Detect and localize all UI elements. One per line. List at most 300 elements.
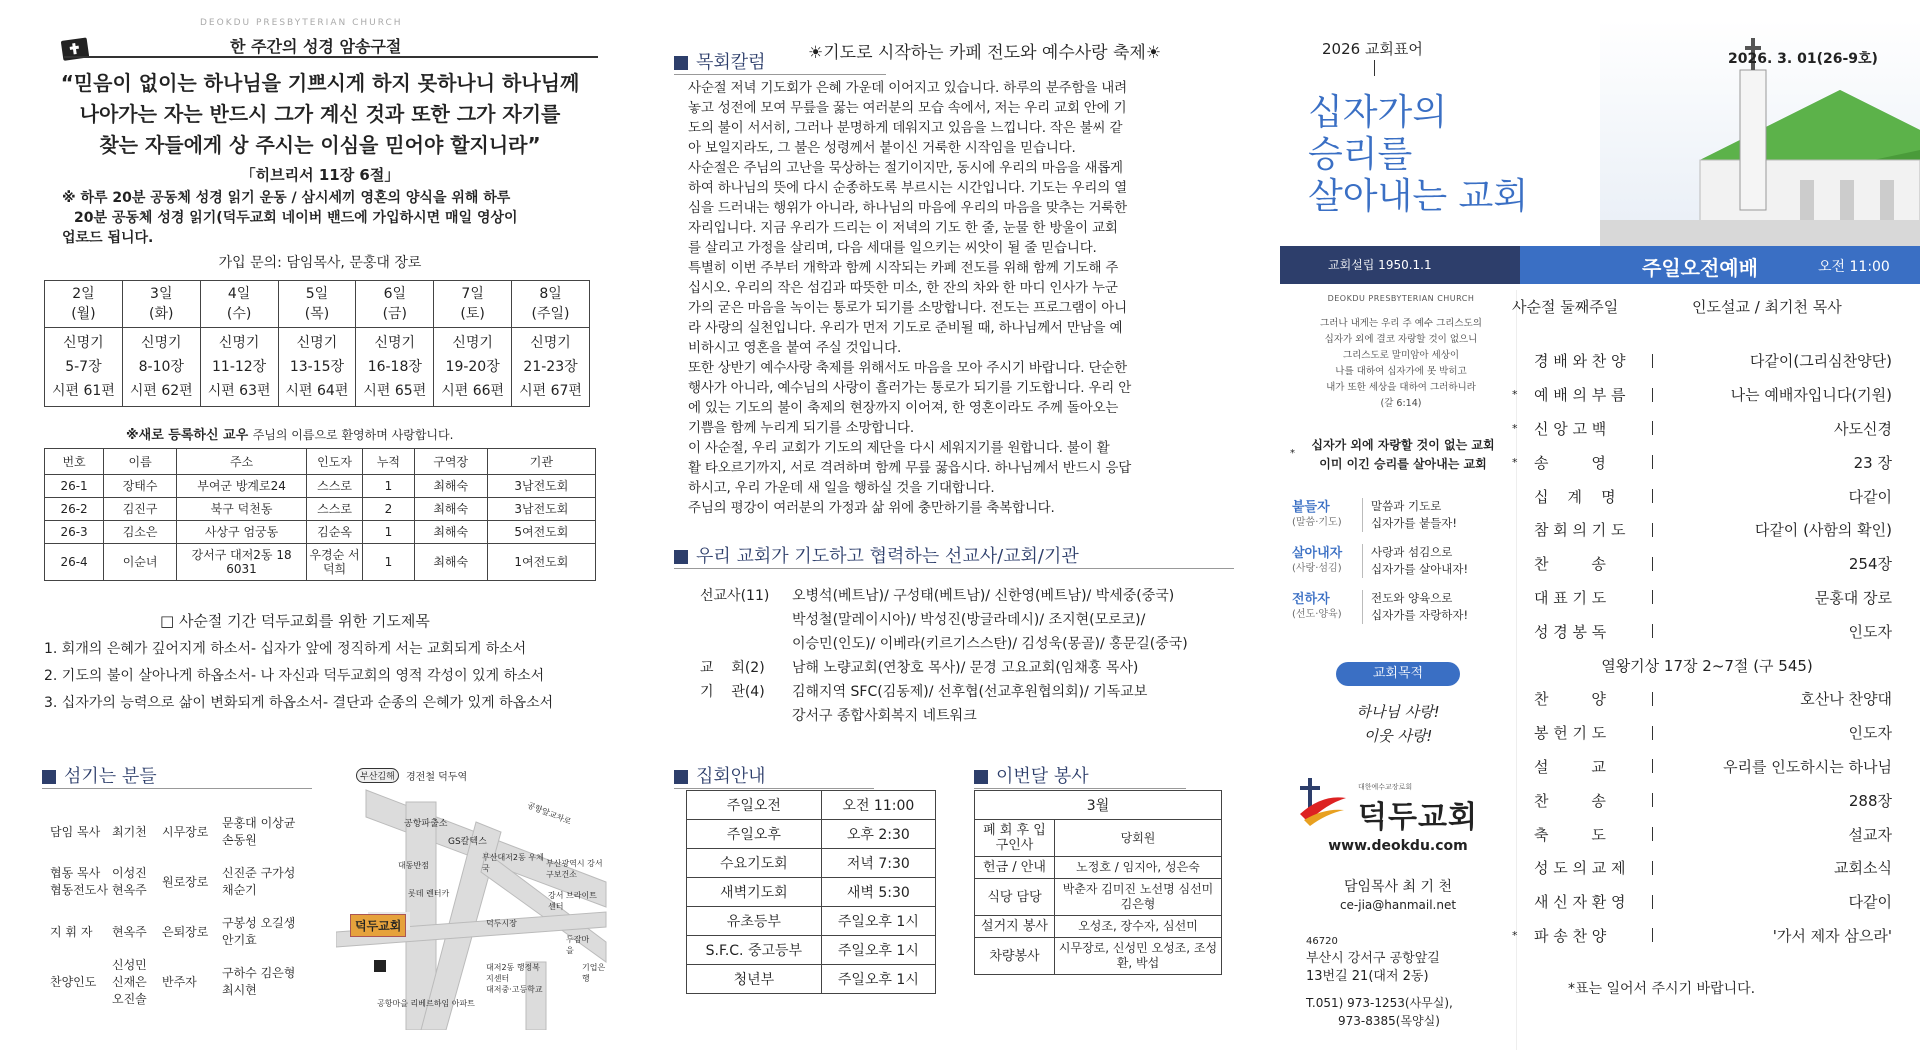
vision-key-sub: (선도·양육) <box>1292 609 1342 620</box>
column-line: 사순절 저녁 기도회가 은혜 가운데 이어지고 있습니다. 하루의 분주함을 내려 <box>688 80 1127 96</box>
mission-label: 선교사(11) <box>700 588 770 604</box>
order-sep <box>1652 895 1662 909</box>
plan-psalm: 시편 67편 <box>519 383 582 399</box>
column-line: 특별히 이번 주부터 개학과 함께 시작되는 카페 전도를 위해 함께 기도해 주 <box>688 260 1119 276</box>
section-marker <box>974 770 988 784</box>
column-line: 십시오. 우리의 작은 섬김과 따뜻한 미소, 한 잔의 차와 한 마디 인사가 누군 <box>688 280 1118 296</box>
divider <box>64 56 598 58</box>
reading-plan <box>512 328 590 407</box>
order-value: 288장 <box>1848 791 1892 810</box>
verse-heading: 한 주간의 성경 암송구절 <box>230 37 402 56</box>
map-label: 대저중·고등학교 <box>486 985 543 994</box>
reading-days-row <box>45 281 590 328</box>
table-row <box>687 878 936 907</box>
prayer-title: □ 사순절 기간 덕두교회를 위한 기도제목 <box>160 612 430 630</box>
order-item <box>1512 479 1902 513</box>
bullet-mark: * <box>1290 448 1295 459</box>
map-label: 부산광역시 강서구보건소 <box>546 859 603 879</box>
verse-line: “믿음이 없이는 하나님을 기쁘시게 하지 못하나니 하나님께 <box>60 71 580 95</box>
order-value: 설교자 <box>1848 825 1892 844</box>
mission-row <box>700 584 1280 608</box>
order-value: 254장 <box>1848 555 1892 574</box>
vision-keyword <box>1292 546 1362 576</box>
table-cell: 노정호 / 임지아, 성은숙 <box>1055 857 1222 879</box>
column-line: 하여 하나님의 뜻에 다시 순종하도록 부르시는 시간입니다. 기도는 우리의 열 <box>688 180 1127 196</box>
column-line: 를 살리고 가정을 살리며, 다음 세대를 일으키는 씨앗이 될 줄 믿습니다. <box>688 240 1097 256</box>
scripture-line: 나를 대하여 십자가에 못 박히고 <box>1335 366 1467 377</box>
order-item <box>1512 817 1902 851</box>
mission-label: 교 회(2) <box>700 660 765 676</box>
table-cell: 북구 덕천동 <box>177 498 307 521</box>
pastor-name: 담임목사 최 기 천 <box>1343 879 1453 895</box>
church-marker: 덕두교회 <box>350 914 406 937</box>
order-sep <box>1652 827 1662 841</box>
plan-book: 신명기 <box>374 335 416 351</box>
table-row <box>687 820 936 849</box>
plan-book: 신명기 <box>63 335 104 351</box>
phone-line: 973-8385(목양실) <box>1338 1014 1440 1028</box>
reading-plan <box>356 328 434 407</box>
column-line: 라 사랑의 실천입니다. 우리가 먼저 기도로 준비될 때, 하나님께서 만남을 예 <box>688 320 1123 336</box>
motto-line: 승리를 <box>1308 134 1413 175</box>
order-sep <box>1652 590 1662 604</box>
standing-mark: * <box>1512 388 1518 402</box>
newcomer-header-row <box>45 449 596 475</box>
reading-plan <box>122 328 200 407</box>
order-item <box>1512 716 1902 750</box>
volunteer-month: 3월 <box>975 791 1222 820</box>
map-label: 두잠마을 <box>566 935 590 955</box>
order-item <box>1512 547 1902 581</box>
order-item <box>1512 648 1902 682</box>
phone <box>1306 994 1453 1030</box>
order-label: 참 회 의 기 도 <box>1534 521 1626 540</box>
plan-book: 신명기 <box>452 335 493 351</box>
standing-note: *표는 일어서 주시기 바랍니다. <box>1568 981 1756 997</box>
church-en-watermark: DEOKDU PRESBYTERIAN CHURCH <box>200 18 403 28</box>
table-cell: 1 <box>363 544 415 581</box>
table-cell: 장태수 <box>104 475 177 498</box>
section-marker <box>42 770 56 784</box>
logo-denomination: 대한예수교장로회 <box>1358 783 1413 791</box>
plan-psalm: 시편 63편 <box>207 383 271 399</box>
service-name: 주일오전예배 <box>1642 256 1758 280</box>
column-header: 누적 <box>363 449 415 475</box>
column-header: 인도자 <box>307 449 363 475</box>
order-value: 23 장 <box>1853 453 1892 472</box>
day-date: 7일 <box>461 286 484 302</box>
order-value: 열왕기상 17장 2~7절 (구 545) <box>1601 656 1813 675</box>
order-sep <box>1652 928 1662 942</box>
plan-book: 신명기 <box>218 335 260 351</box>
order-label: 대 표 기 도 <box>1534 588 1607 607</box>
order-value: 호산나 찬양대 <box>1800 690 1892 709</box>
section-marker <box>674 56 688 70</box>
vision-keyword <box>1292 592 1362 622</box>
plan-chapters: 13-15장 <box>289 359 345 375</box>
reading-table <box>44 280 590 407</box>
notice-line: 업로드 됩니다. <box>62 230 154 246</box>
vision-key: 살아내자 <box>1292 546 1343 561</box>
table-cell: 최해숙 <box>414 544 487 581</box>
church-map <box>336 762 612 1030</box>
order-label: 십 계 명 <box>1534 487 1616 506</box>
table-cell: 주일오후 1시 <box>821 936 935 965</box>
mission-label <box>700 704 792 728</box>
notice-line: ※ 하루 20분 공동체 성경 읽기 운동 / 삼시세끼 영혼의 양식을 위해 하루 <box>62 190 511 206</box>
order-item <box>1512 851 1902 885</box>
map-label: 대저2동 행정복지센터 <box>486 963 541 983</box>
order-item <box>1512 750 1902 784</box>
order-label: 신 앙 고 백 <box>1534 419 1607 438</box>
vision-desc-line: 말씀과 기도로 <box>1371 499 1442 513</box>
map-label: 강서 브라이트센터 <box>548 891 597 911</box>
map-label: 공항앞교차로 <box>526 800 573 827</box>
order-label: 파 송 찬 양 <box>1534 926 1607 945</box>
table-row <box>45 498 596 521</box>
table-cell: 설거지 봉사 <box>975 916 1055 938</box>
table-cell: 1 <box>363 521 415 544</box>
panel-left <box>0 0 640 1053</box>
worship-order <box>1512 344 1902 952</box>
prayer-item: 1. 회개의 은혜가 깊어지게 하소서- 십자가 앞에 정직하게 서는 교회되게 하소서 <box>44 641 527 657</box>
table-cell: 최해숙 <box>414 521 487 544</box>
established: 교회설립 1950.1.1 <box>1328 258 1432 272</box>
day-date: 3일 <box>150 286 173 302</box>
day-date: 2일 <box>72 286 95 302</box>
column-header: 번호 <box>45 449 104 475</box>
prayer-item: 3. 십자가의 능력으로 삶이 변화되게 하옵소서- 결단과 순종의 은혜가 있게 하옵소서 <box>44 695 554 711</box>
table-cell: 26-2 <box>45 498 104 521</box>
column-line: 자리입니다. 지금 우리가 드리는 이 저녁의 기도 한 줄, 눈물 한 방울이 교회 <box>688 220 1118 236</box>
table-row <box>45 521 596 544</box>
vision-desc <box>1362 544 1468 578</box>
table-cell: 26-1 <box>45 475 104 498</box>
vision-list <box>1292 492 1512 630</box>
server-name: 이성진 현옥주 <box>112 866 147 897</box>
order-label: 새 신 자 환 영 <box>1534 893 1626 912</box>
order-label: 찬 양 <box>1534 690 1606 709</box>
mission-list <box>700 584 1280 728</box>
email-link[interactable]: ce-jia@hanmail.net <box>1339 898 1457 912</box>
order-value: 다같이 <box>1848 487 1892 506</box>
column-line: 에 있는 기도의 불이 축제의 현장까지 이어져, 한 영혼이라도 주께 돌아오는 <box>688 400 1119 416</box>
table-cell: 저녁 7:30 <box>821 849 935 878</box>
order-item <box>1512 513 1902 547</box>
column-line: 사순절은 주님의 고난을 묵상하는 절기이지만, 동시에 우리의 마음을 새롭게 <box>688 160 1123 176</box>
mission-row <box>700 680 1280 704</box>
church-en: DEOKDU PRESBYTERIAN CHURCH <box>1327 294 1475 303</box>
standing-mark: * <box>1512 928 1518 942</box>
table-cell: 2 <box>363 498 415 521</box>
church-logo <box>1296 774 1348 830</box>
standing-mark: * <box>1512 455 1518 469</box>
server-name: 문홍대 이상균 손동원 <box>222 816 296 847</box>
motto-line: 살아내는 교회 <box>1308 176 1529 217</box>
volunteer-title: 이번달 봉사 <box>996 766 1089 787</box>
table-cell: 차량봉사 <box>975 938 1055 975</box>
table-cell: 김진구 <box>104 498 177 521</box>
scripture-line: 그리스도로 말미암아 세상이 <box>1342 350 1460 361</box>
reading-plan <box>200 328 278 407</box>
day-weekday: (목) <box>304 306 330 322</box>
order-value: 교회소식 <box>1834 859 1892 878</box>
map-label: GS칼텍스 <box>448 837 487 847</box>
table-cell: 수요기도회 <box>687 849 822 878</box>
reading-day <box>278 281 356 328</box>
table-row <box>975 857 1222 879</box>
day-weekday: (토) <box>460 306 485 322</box>
reading-plan-row <box>45 328 590 407</box>
order-sep <box>1652 726 1662 740</box>
website-link[interactable]: www.deokdu.com <box>1328 838 1468 854</box>
map-label: 대동반점 <box>398 861 429 870</box>
vision-desc-line: 전도와 양육으로 <box>1371 591 1453 605</box>
table-cell: 시무장로, 신성민 오성조, 조성환, 박섭 <box>1055 938 1222 975</box>
address <box>1306 950 1440 986</box>
mission-label: 기 관(4) <box>700 684 765 700</box>
newcomer-title-text: ※새로 등록하신 교우 <box>126 428 249 443</box>
server-name: 신진준 구가성 채순기 <box>222 866 296 897</box>
table-row <box>687 791 936 820</box>
notice-line: 20분 공동체 성경 읽기(덕두교회 네이버 밴드에 가입하시면 매일 영상이 <box>74 210 518 226</box>
plan-psalm: 시편 62편 <box>129 383 193 399</box>
day-date: 5일 <box>305 286 329 302</box>
scripture-line: 그러나 내게는 우리 주 예수 그리스도의 <box>1320 318 1482 329</box>
table-row <box>975 879 1222 916</box>
order-sep <box>1652 793 1662 807</box>
day-date: 6일 <box>383 286 407 302</box>
scripture-verse <box>1306 316 1496 412</box>
table-cell: 26-3 <box>45 521 104 544</box>
newcomer-subtitle: 주님의 이름으로 환영하며 사랑합니다. <box>252 428 454 442</box>
reading-day <box>356 281 434 328</box>
map-label: 롯데 렌터카 <box>408 889 450 898</box>
order-label: 성 도 의 교 제 <box>1534 859 1626 878</box>
section-marker <box>674 550 688 564</box>
reading-plan <box>278 328 356 407</box>
table-cell: 스스로 <box>307 475 363 498</box>
order-value: 우리를 인도하시는 하나님 <box>1723 757 1892 776</box>
column-line: 주님의 평강이 여러분의 가정과 삶 위에 충만하기를 축복합니다. <box>688 500 1055 516</box>
table-cell: 주일오전 <box>687 791 822 820</box>
table-cell: 박춘자 김미진 노선명 심선미 김은형 <box>1055 879 1222 916</box>
vision-desc <box>1362 590 1468 624</box>
column-line: 가의 굳은 마음을 녹이는 통로가 되기를 소망합니다. 전도는 프로그램이 아니 <box>688 300 1127 316</box>
memory-verse <box>20 68 620 161</box>
table-row <box>975 820 1222 857</box>
column-line: 비하시고 영혼을 붙여 주실 것입니다. <box>688 340 902 356</box>
vision-statement <box>1300 436 1506 474</box>
order-sep <box>1652 421 1662 435</box>
mission-text: 이승민(인도)/ 이베라(키르기스스탄)/ 김성욱(몽골)/ 홍문길(중국) <box>792 636 1188 652</box>
worship-leader: 인도설교 / 최기천 목사 <box>1692 298 1842 316</box>
table-cell: 1 <box>363 475 415 498</box>
address-line: 13번길 21(대저 2동) <box>1306 969 1429 984</box>
panel-right <box>1280 0 1920 1053</box>
vision-key: 붙들자 <box>1292 500 1330 515</box>
plan-chapters: 8-10장 <box>138 359 184 375</box>
server-name: 구봉성 오길생 안기효 <box>222 916 296 947</box>
order-value: 문홍대 장로 <box>1814 588 1892 607</box>
plan-chapters: 19-20장 <box>445 359 500 375</box>
order-item <box>1512 581 1902 615</box>
order-sep <box>1652 861 1662 875</box>
table-cell: 스스로 <box>307 498 363 521</box>
goal-text <box>1300 700 1496 748</box>
order-item <box>1512 378 1902 412</box>
phone-line: T.051) 973-1253(사무실), <box>1306 996 1453 1010</box>
logo-name: 덕두교회 <box>1358 800 1478 835</box>
motto-line: 십자가의 <box>1308 92 1448 133</box>
day-weekday: (주일) <box>531 306 570 322</box>
table-cell: 5여전도회 <box>487 521 595 544</box>
pastor-column <box>688 78 1260 518</box>
join-inquiry: 가입 문의: 담임목사, 문홍대 장로 <box>218 255 422 271</box>
reading-notice <box>62 188 602 248</box>
order-item <box>1512 919 1902 953</box>
column-header: 기관 <box>487 449 595 475</box>
reading-plan <box>45 328 123 407</box>
vision-desc-line: 사랑과 섬김으로 <box>1371 545 1453 559</box>
vision-desc-line: 십자가를 살아내자! <box>1371 562 1469 576</box>
table-cell: 오전 11:00 <box>821 791 935 820</box>
column-header: 구역장 <box>414 449 487 475</box>
table-cell: 부여군 방계로24 <box>177 475 307 498</box>
plan-psalm: 시편 66편 <box>441 383 505 399</box>
reading-plan <box>434 328 512 407</box>
order-value: 인도자 <box>1848 622 1892 641</box>
vision-item <box>1292 492 1512 538</box>
prayer-item: 2. 기도의 불이 살아나게 하옵소서- 나 자신과 덕두교회의 영적 각성이 있게 하소서 <box>44 668 545 684</box>
table-cell: 유초등부 <box>687 907 822 936</box>
order-sep <box>1652 759 1662 773</box>
vision-line: 이미 이긴 승리를 살아내는 교회 <box>1319 457 1487 471</box>
day-weekday: (수) <box>226 306 252 322</box>
mission-text: 강서구 종합사회복지 네트워크 <box>792 708 977 724</box>
order-sep <box>1652 692 1662 706</box>
order-label: 설 교 <box>1534 757 1606 776</box>
column-line: 기쁨을 함께 누리게 되기를 소망합니다. <box>688 420 914 436</box>
servers-heading <box>42 762 312 789</box>
verse-reference: 「히브리서 11장 6절」 <box>240 166 400 184</box>
table-cell: 폐 회 후 입구인사 <box>975 820 1055 857</box>
server-role: 협동 목사 협동전도사 <box>50 866 108 897</box>
server-role: 담임 목사 <box>50 824 101 839</box>
order-label: 경 배 와 찬 양 <box>1534 352 1626 371</box>
table-row <box>687 849 936 878</box>
day-date: 4일 <box>227 286 251 302</box>
map-label: 덕두시장 <box>486 919 517 928</box>
table-cell: 김순옥 <box>307 521 363 544</box>
order-label: 예 배 의 부 름 <box>1534 386 1626 405</box>
meeting-title: 집회안내 <box>696 766 766 787</box>
column-header: 주소 <box>177 449 307 475</box>
vision-keyword <box>1292 500 1362 530</box>
vision-item <box>1292 584 1512 630</box>
table-row <box>687 965 936 994</box>
order-sep <box>1652 388 1662 402</box>
order-label: 축 도 <box>1534 825 1606 844</box>
server-role: 반주자 <box>162 974 197 989</box>
order-value: 다같이 <box>1848 893 1892 912</box>
day-weekday: (화) <box>149 306 174 322</box>
order-sep <box>1652 557 1662 571</box>
server-row <box>50 856 320 906</box>
service-time: 오전 11:00 <box>1818 259 1890 275</box>
table-cell: 1여전도회 <box>487 544 595 581</box>
day-weekday: (금) <box>382 306 408 322</box>
newcomer-table <box>44 448 596 581</box>
order-sep <box>1652 354 1662 368</box>
table-cell: 3남전도회 <box>487 498 595 521</box>
section-marker <box>674 770 688 784</box>
order-value: 나는 예배자입니다(기원) <box>1730 386 1892 405</box>
table-row <box>975 916 1222 938</box>
mission-row <box>700 704 1280 728</box>
table-cell: 강서구 대저2동 18 6031 <box>177 544 307 581</box>
table-cell: 식당 담당 <box>975 879 1055 916</box>
column-title: 목회칼럼 <box>696 52 766 73</box>
order-item <box>1512 445 1902 479</box>
table-cell: 새벽 5:30 <box>821 878 935 907</box>
order-item <box>1512 885 1902 919</box>
table-cell: 헌금 / 안내 <box>975 857 1055 879</box>
server-name: 구하수 김은형 최시현 <box>222 966 296 997</box>
standing-mark: * <box>1512 421 1518 435</box>
servers-title: 섬기는 분들 <box>64 766 157 787</box>
column-line: 심을 드러내는 행위가 아니라, 하나님의 마음에 우리의 마음을 맞추는 거룩한 <box>688 200 1127 216</box>
server-role: 시무장로 <box>162 824 209 839</box>
server-role: 찬양인도 <box>50 974 97 989</box>
scripture-line: 내가 또한 세상을 대하여 그러하니라 <box>1326 382 1476 393</box>
vision-desc-line: 십자가를 붙들자! <box>1371 516 1458 530</box>
column-line: 이 사순절, 우리 교회가 기도의 제단을 다시 세워지기를 원합니다. 불이 활 <box>688 440 1110 456</box>
table-cell: 주일오후 1시 <box>821 965 935 994</box>
order-sep <box>1652 624 1662 638</box>
table-row <box>687 907 936 936</box>
plan-psalm: 시편 64편 <box>285 383 349 399</box>
table-cell: 26-4 <box>45 544 104 581</box>
year-motto-label: 2026 교회표어 <box>1322 40 1423 58</box>
reading-day <box>512 281 590 328</box>
mission-title: 우리 교회가 기도하고 협력하는 선교사/교회/기관 <box>696 546 1079 567</box>
mission-label <box>700 608 792 632</box>
vision-line: 십자가 외에 자랑할 것이 없는 교회 <box>1311 438 1495 452</box>
church-motto <box>1308 92 1528 218</box>
mission-label <box>700 632 792 656</box>
table-row <box>45 544 596 581</box>
address-line: 부산시 강서구 공항앞길 <box>1306 951 1440 966</box>
mission-text: 김해지역 SFC(김동제)/ 선후협(선교후원협의회)/ 기독교보 <box>792 684 1148 700</box>
server-role: 원로장로 <box>162 874 209 889</box>
order-sep <box>1652 489 1662 503</box>
vision-desc-line: 십자가를 자랑하자! <box>1371 608 1469 622</box>
station-tag: 부산김해 <box>356 768 399 783</box>
scripture-line: 십자가 외에 결코 자랑할 것이 없으니 <box>1324 334 1478 345</box>
column-line: 또한 상반기 예수사랑 축제를 위해서도 마음을 모아 주시기 바랍니다. 단순한 <box>688 360 1127 376</box>
plan-chapters: 16-18장 <box>367 359 422 375</box>
vision-key-sub: (사랑·섬김) <box>1292 563 1342 574</box>
plan-chapters: 21-23장 <box>523 359 578 375</box>
order-value: 사도신경 <box>1834 419 1892 438</box>
plan-chapters: 11-12장 <box>212 359 267 375</box>
order-item <box>1512 344 1902 378</box>
plan-book: 신명기 <box>296 335 338 351</box>
column-line: 활 타오르기까지, 서로 격려하며 함께 무릎 꿇읍시다. 하나님께서 반드시 응답 <box>688 460 1132 476</box>
server-name: 신성민 신재은 오진솔 <box>112 957 147 1006</box>
mission-heading <box>674 542 1234 569</box>
